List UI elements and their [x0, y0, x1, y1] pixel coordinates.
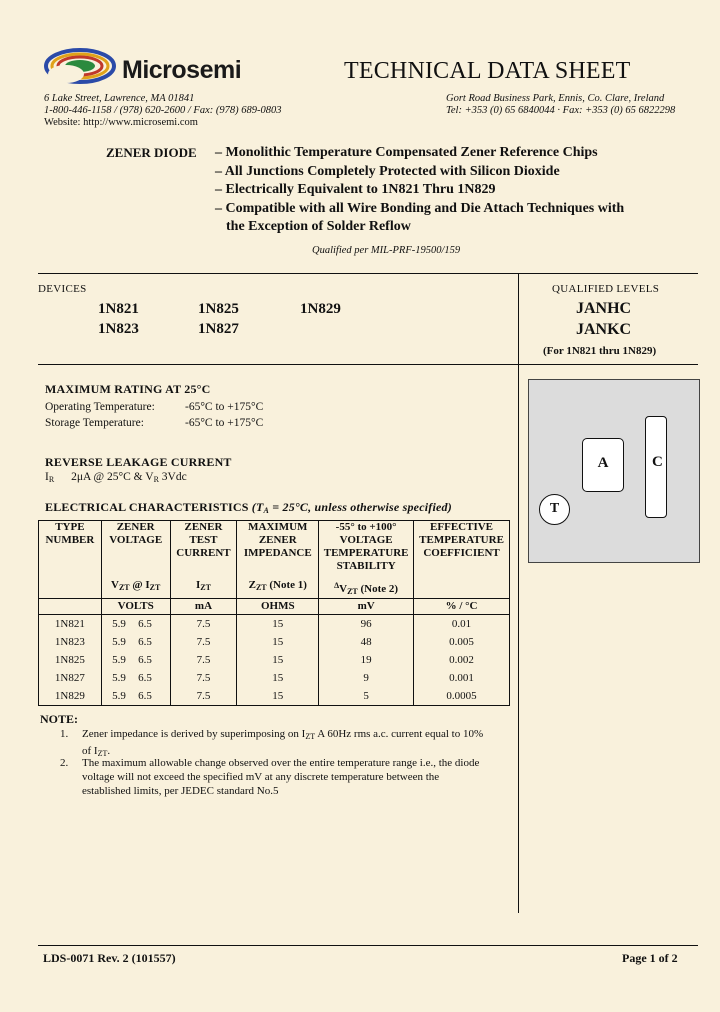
note-text: of I — [82, 745, 98, 757]
cell-coef: 0.001 — [414, 669, 510, 687]
table-row — [39, 615, 510, 634]
unit-cell: mA — [170, 599, 237, 615]
cell-type: 1N825 — [39, 651, 102, 669]
electrical-condition — [252, 500, 452, 514]
website-link[interactable]: Website: http://www.microsemi.com — [44, 117, 198, 128]
table-row — [39, 669, 510, 687]
cell-coef: 0.01 — [414, 615, 510, 634]
address-right — [446, 93, 686, 117]
feature-item: – All Junctions Completely Protected with Silicon Dioxide — [215, 163, 560, 179]
cell-vmin: 5.9 — [101, 633, 136, 651]
company-logo — [42, 44, 252, 90]
cathode-label: C — [652, 454, 663, 470]
table-row — [39, 633, 510, 651]
level-janhc: JANHC — [576, 300, 632, 317]
cell-vmin: 5.9 — [101, 651, 136, 669]
header-coefficient — [414, 521, 510, 580]
leakage-condition: 2μA @ 25°C & V — [71, 471, 154, 483]
note-number: 2. — [60, 757, 69, 769]
terminal-label: T — [549, 501, 560, 516]
product-type: ZENER DIODE — [106, 145, 197, 160]
qualified-levels-label: QUALIFIED LEVELS — [552, 283, 660, 295]
condition-rest: = 25°C, unless otherwise specified) — [269, 500, 452, 514]
subheader-coef — [414, 579, 510, 599]
table-row — [39, 687, 510, 706]
cell-vmin: 5.9 — [101, 687, 136, 706]
cell-vmax: 6.5 — [136, 651, 170, 669]
note-sub: ZT — [305, 732, 316, 741]
unit-cell: % / °C — [414, 599, 510, 615]
cell-izt: 7.5 — [170, 615, 237, 634]
cell-izt: 7.5 — [170, 633, 237, 651]
feature-item: – Electrically Equivalent to 1N821 Thru 1N829 — [215, 182, 496, 197]
table-subheader-row — [39, 579, 510, 599]
note-text: . — [107, 745, 111, 757]
cell-vmax: 6.5 — [136, 687, 170, 706]
cell-dvzt: 9 — [319, 669, 414, 687]
cell-vmax: 6.5 — [136, 633, 170, 651]
cell-izt: 7.5 — [170, 669, 237, 687]
notes-title: NOTE: — [40, 712, 79, 726]
note-text: A 60Hz rms a.c. current equal to 10% — [315, 728, 484, 740]
cell-zzt: 15 — [237, 633, 319, 651]
note-text: established limits, per JEDEC standard No.5 — [82, 785, 279, 797]
max-rating-title: MAXIMUM RATING AT 25°C — [45, 382, 211, 396]
cell-dvzt: 19 — [319, 651, 414, 669]
header-zener-voltage-text: ZENER VOLTAGE — [109, 521, 163, 546]
rating-value-operating: -65°C to +175°C — [185, 401, 264, 413]
table-header-row — [39, 521, 510, 580]
subheader-izt: $I_{ZT}$ — [170, 579, 237, 599]
header-stability-text: -55° to +100° VOLTAGE TEMPERATURE STABILITY — [323, 521, 409, 572]
cell-zzt: 15 — [237, 687, 319, 706]
electrical-table — [38, 520, 510, 706]
header-zener-voltage — [101, 521, 170, 580]
leakage-spec — [45, 471, 187, 484]
header-coefficient-text: EFFECTIVE TEMPERATURE COEFFICIENT — [419, 521, 504, 559]
page-number: Page 1 of 2 — [622, 951, 678, 965]
anode-label: A — [597, 455, 609, 471]
address-line: 6 Lake Street, Lawrence, MA 01841 — [44, 93, 195, 104]
brand-name: Microsemi — [122, 56, 242, 84]
unit-cell: VOLTS — [101, 599, 170, 615]
header-impedance-text: MAXIMUM ZENER IMPEDANCE — [243, 521, 312, 559]
unit-cell: mV — [319, 599, 414, 615]
cell-type: 1N827 — [39, 669, 102, 687]
note-text: voltage will not exceed the specified mV at any discrete temperature between the — [82, 771, 440, 783]
address-line: 1-800-446-1158 / (978) 620-2600 / Fax: (978) 689-0803 — [44, 105, 282, 116]
cell-coef: 0.002 — [414, 651, 510, 669]
device-1n823: 1N823 — [98, 321, 139, 337]
note-text: Zener impedance is derived by superimposing on I — [82, 728, 306, 740]
header-type-text: TYPE NUMBER — [45, 521, 95, 546]
cell-vmin: 5.9 — [101, 669, 136, 687]
leakage-symbol-sub: R — [48, 475, 55, 484]
subheader-zzt: $Z_{ZT}$ (Note 1) — [237, 579, 319, 599]
subheader-type — [39, 579, 102, 599]
level-jankc: JANKC — [576, 321, 632, 338]
table-row — [39, 651, 510, 669]
unit-cell: OHMS — [237, 599, 319, 615]
header-type — [39, 521, 102, 580]
note-2 — [60, 756, 520, 798]
leakage-title: REVERSE LEAKAGE CURRENT — [45, 455, 232, 469]
feature-item: – Monolithic Temperature Compensated Zener Reference Chips — [215, 145, 598, 160]
cell-zzt: 15 — [237, 651, 319, 669]
cell-vmax: 6.5 — [136, 615, 170, 634]
document-number: LDS-0071 Rev. 2 (101557) — [43, 951, 176, 965]
devices-bottom-rule — [38, 364, 698, 365]
qualification-line: Qualified per MIL-PRF-19500/159 — [312, 245, 461, 256]
address-line: Gort Road Business Park, Ennis, Co. Clare, Ireland — [446, 93, 665, 104]
cell-vmax: 6.5 — [136, 669, 170, 687]
section-top-rule — [38, 273, 698, 274]
chip-diagram — [528, 379, 700, 563]
device-1n825: 1N825 — [198, 301, 239, 317]
cell-type: 1N829 — [39, 687, 102, 706]
cell-dvzt: 5 — [319, 687, 414, 706]
cell-type: 1N821 — [39, 615, 102, 634]
note-text: The maximum allowable change observed over the entire temperature range i.e., the diode — [82, 757, 480, 769]
footer-rule — [38, 945, 698, 946]
leakage-symbol: I — [45, 471, 49, 483]
device-1n821: 1N821 — [98, 301, 139, 317]
header-stability — [319, 521, 414, 580]
cell-vmin: 5.9 — [101, 615, 136, 634]
cell-coef: 0.005 — [414, 633, 510, 651]
cell-dvzt: 96 — [319, 615, 414, 634]
header-test-current — [170, 521, 237, 580]
unit-cell — [39, 599, 102, 615]
cell-coef: 0.0005 — [414, 687, 510, 706]
header-impedance — [237, 521, 319, 580]
note-sub: ZT — [97, 749, 108, 758]
rating-label-operating: Operating Temperature: — [45, 401, 155, 413]
electrical-title — [45, 500, 452, 515]
subheader-dvzt: $^\Delta V_{ZT}$ (Note 2) — [319, 579, 414, 599]
rating-label-storage: Storage Temperature: — [45, 417, 144, 429]
cell-zzt: 15 — [237, 615, 319, 634]
cell-izt: 7.5 — [170, 687, 237, 706]
device-1n827: 1N827 — [198, 321, 239, 337]
note-number: 1. — [60, 728, 69, 740]
cell-type: 1N823 — [39, 633, 102, 651]
feature-list — [215, 144, 675, 237]
feature-item: the Exception of Solder Reflow — [226, 219, 411, 234]
leakage-condition-sub: R — [153, 475, 159, 484]
cell-dvzt: 48 — [319, 633, 414, 651]
subheader-vzt: $V_{ZT}$ @ $I_{ZT}$ — [101, 579, 170, 599]
devices-label: DEVICES — [38, 283, 87, 295]
page-title: TECHNICAL DATA SHEET — [344, 58, 631, 84]
microsemi-logo-icon — [42, 44, 122, 90]
condition-sub: A — [263, 506, 270, 515]
device-1n829: 1N829 — [300, 301, 341, 317]
feature-item: – Compatible with all Wire Bonding and Die Attach Techniques with — [215, 200, 625, 216]
cathode-pad — [645, 416, 667, 518]
rating-value-storage: -65°C to +175°C — [185, 417, 264, 429]
levels-note: (For 1N821 thru 1N829) — [543, 345, 657, 357]
vertical-divider — [518, 273, 519, 913]
terminal-pad — [539, 494, 570, 525]
table-units-row — [39, 599, 510, 615]
address-line: Tel: +353 (0) 65 6840044 · Fax: +353 (0) 65 6822298 — [446, 105, 676, 116]
header-test-current-text: ZENER TEST CURRENT — [176, 521, 231, 559]
cell-zzt: 15 — [237, 669, 319, 687]
leakage-voltage: 3Vdc — [158, 471, 187, 483]
electrical-title-text: ELECTRICAL CHARACTERISTICS — [45, 500, 249, 514]
cell-izt: 7.5 — [170, 651, 237, 669]
anode-pad — [582, 438, 624, 492]
condition-open: (T — [251, 500, 264, 514]
address-left — [44, 93, 344, 129]
